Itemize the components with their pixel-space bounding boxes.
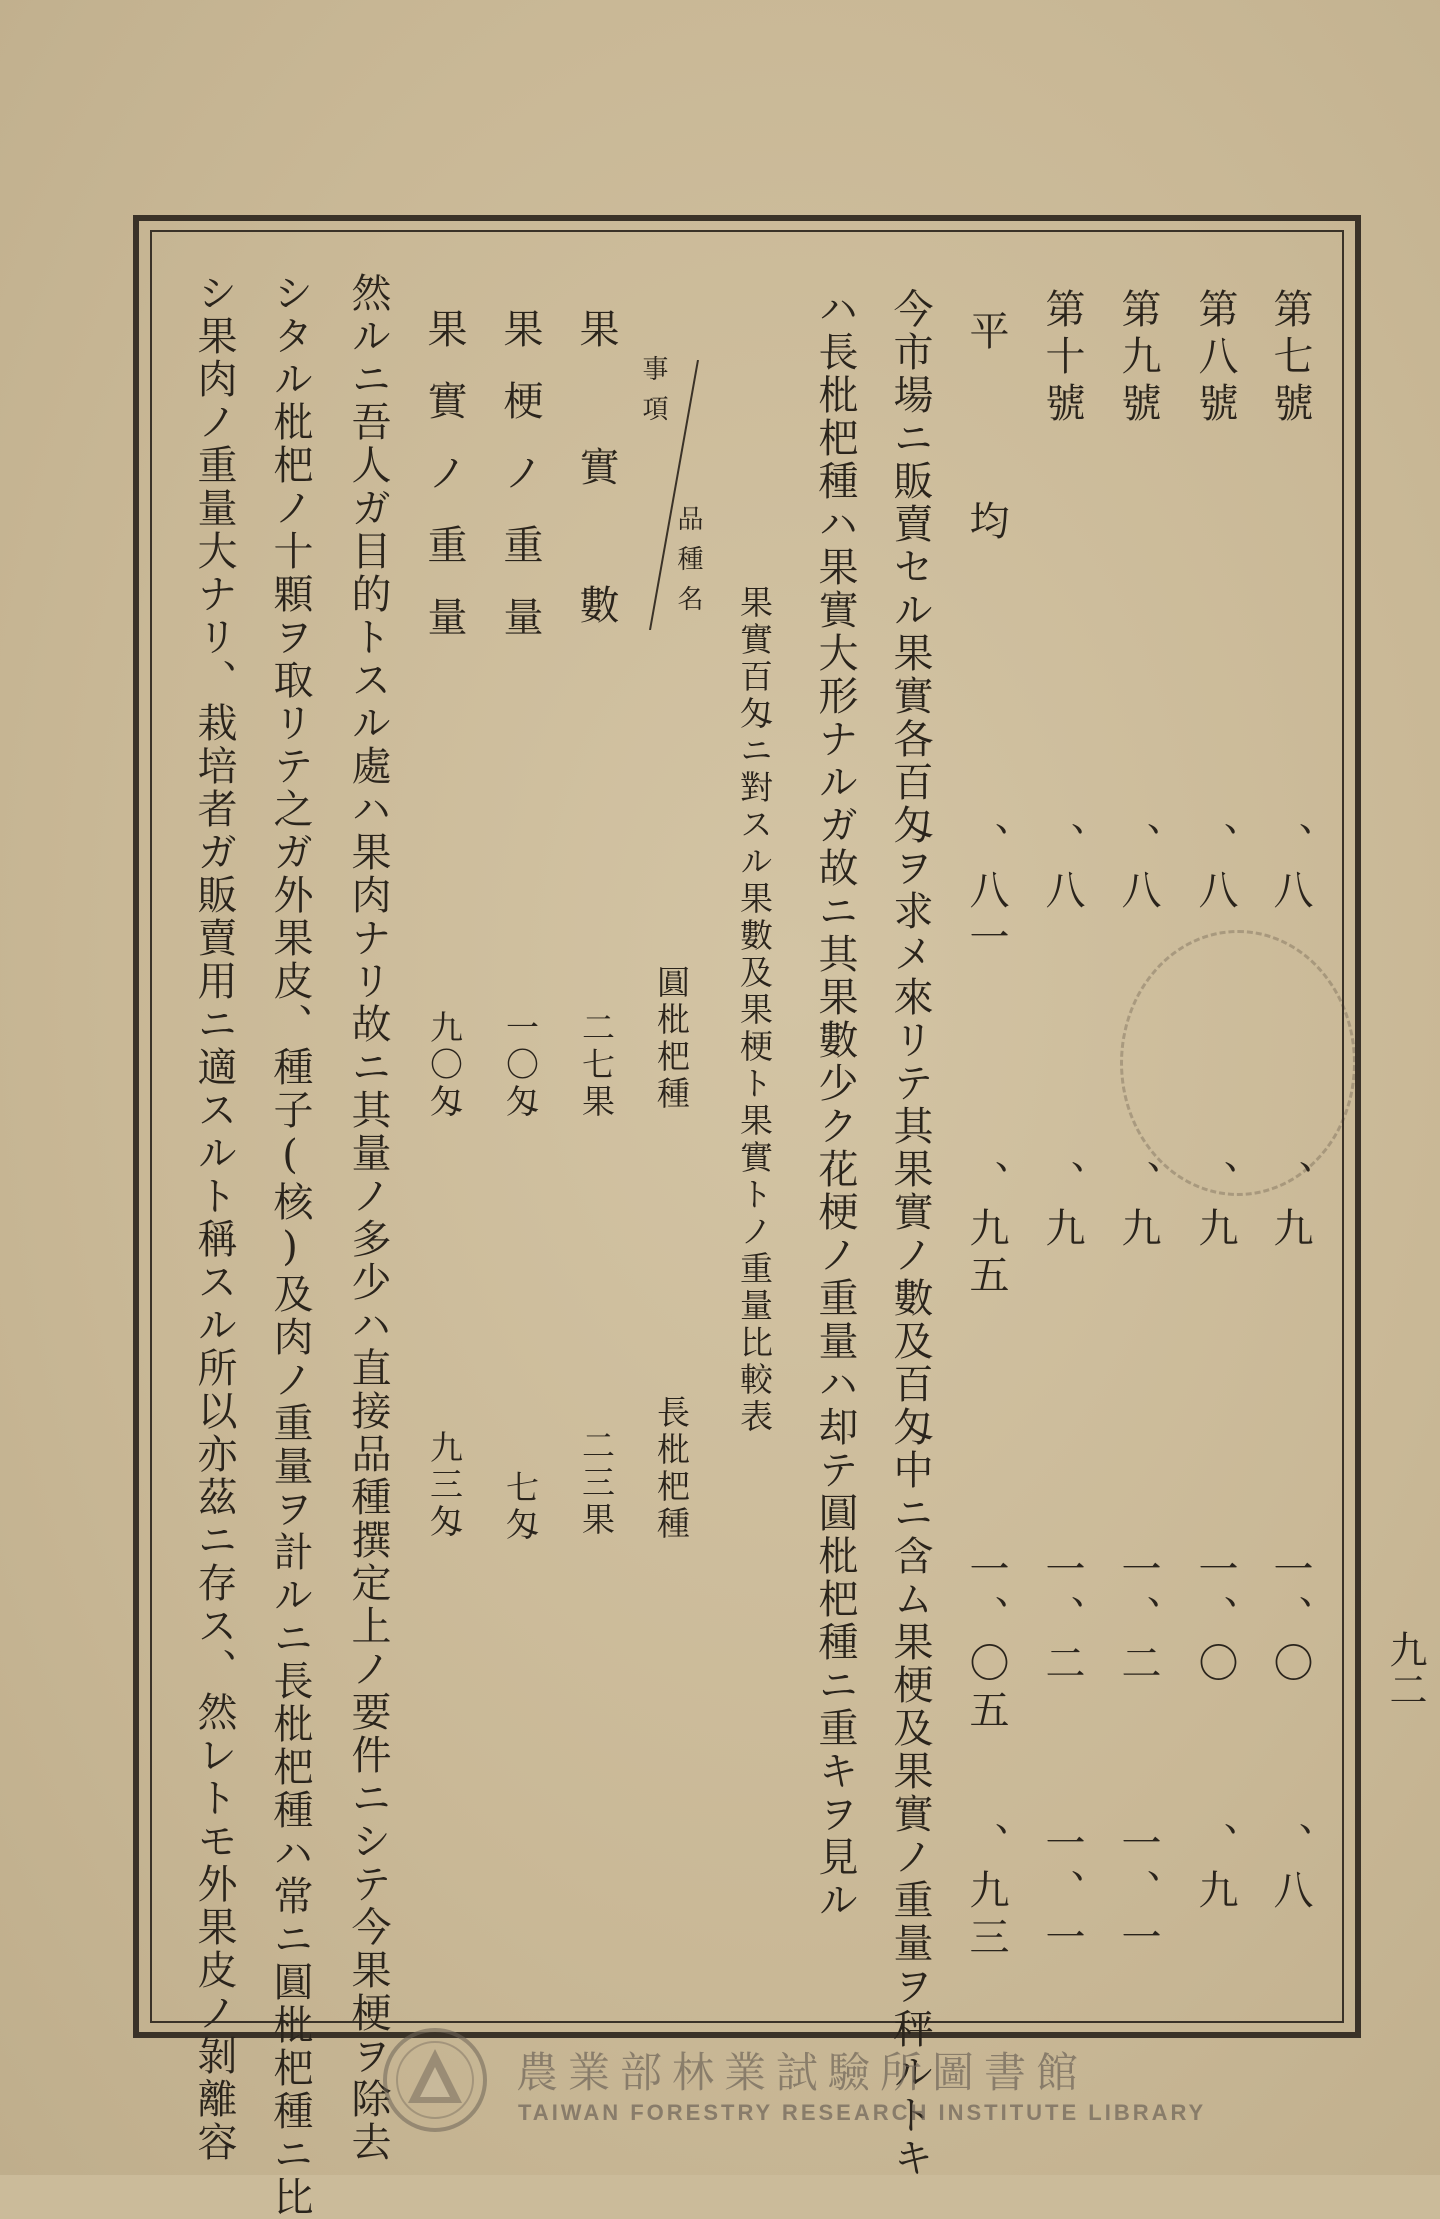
text-line: 今市場ニ販賣セル果實各百匁ヲ求メ來リテ其果實ノ數及百匁中ニ含ム果梗及果實ノ重量ヲ秤ルトキ <box>887 288 933 2180</box>
cell: 一、〇 <box>1192 1548 1238 1689</box>
cell: 七匁 <box>501 1470 540 1544</box>
cell: 、九 <box>1267 1160 1313 1254</box>
cell: 一、二 <box>1039 1548 1085 1689</box>
header-diagonal-line <box>640 360 703 630</box>
cell: 一、〇 <box>1267 1548 1313 1689</box>
row-label: 第九號 <box>1115 288 1161 429</box>
text-line: ハ長枇杷種ハ果實大形ナルガ故ニ其果數少ク花梗ノ重量ハ却テ圓枇杷種ニ重キヲ見ル <box>812 288 858 1922</box>
row-label: 第八號 <box>1192 288 1238 429</box>
cell: 一〇匁 <box>501 1010 540 1121</box>
row-label: 果實ノ重量 <box>421 308 467 668</box>
row-label: 第十號 <box>1039 288 1085 429</box>
cell: 、八 <box>1267 1822 1313 1916</box>
cell: 、八 <box>1267 822 1313 916</box>
library-name-chinese: 農業部林業試驗所圖書館 <box>516 2048 1089 2097</box>
library-seal-icon <box>380 2025 490 2135</box>
row-label: 平均 <box>963 310 1009 690</box>
cell: 一、一 <box>1039 1822 1085 1963</box>
variety-header: 圓枇杷種 <box>652 965 691 1113</box>
text-line: 然ルニ吾人ガ目的トスル處ハ果肉ナリ故ニ其量ノ多少ハ直接品種撰定上ノ要件ニシテ今果梗ヲ除去 <box>345 272 391 2164</box>
row-label: 果實數 <box>573 308 619 722</box>
cell: 、八 <box>1192 822 1238 916</box>
cell: 一、二 <box>1115 1548 1161 1689</box>
header-item: 事項 <box>638 355 668 435</box>
cell: 一、〇五 <box>963 1548 1009 1736</box>
cell: 、八一 <box>963 822 1009 963</box>
cell: 九三匁 <box>425 1430 464 1541</box>
page-number: 九二 <box>1383 1630 1427 1710</box>
cell: 、九 <box>1039 1160 1085 1254</box>
cell: 、九 <box>1192 1160 1238 1254</box>
cell: 、八 <box>1115 822 1161 916</box>
cell: 、九 <box>1115 1160 1161 1254</box>
faded-stamp-mark <box>1120 930 1356 1196</box>
row-label: 果梗ノ重量 <box>497 308 543 668</box>
row-label: 第七號 <box>1267 288 1313 429</box>
table-title: 果實百匁ニ對スル果數及果梗ト果實トノ重量比較表 <box>735 585 774 1436</box>
variety-header: 長枇杷種 <box>652 1395 691 1543</box>
header-variety: 品種名 <box>673 505 703 625</box>
cell: 九〇匁 <box>425 1010 464 1121</box>
cell: 、八 <box>1039 822 1085 916</box>
cell: 、九 <box>1192 1822 1238 1916</box>
cell: 、九三 <box>963 1822 1009 1963</box>
text-line: シ果肉ノ重量大ナリ、栽培者ガ販賣用ニ適スルト稱スル所以亦茲ニ存ス、然レトモ外果皮ノ剝離容 <box>191 272 237 2164</box>
cell: 二七果 <box>577 1010 616 1121</box>
cell: 一、一 <box>1115 1822 1161 1963</box>
text-line: シタル枇杷ノ十顆ヲ取リテ之ガ外果皮、種子(核)及肉ノ重量ヲ計ルニ長枇杷種ハ常ニ圓枇杷種ニ比 <box>267 272 313 2219</box>
library-name-english: TAIWAN FORESTRY RESEARCH INSTITUTE LIBRARY <box>518 2100 1207 2125</box>
cell: 二三果 <box>577 1428 616 1539</box>
cell: 、九五 <box>963 1160 1009 1301</box>
